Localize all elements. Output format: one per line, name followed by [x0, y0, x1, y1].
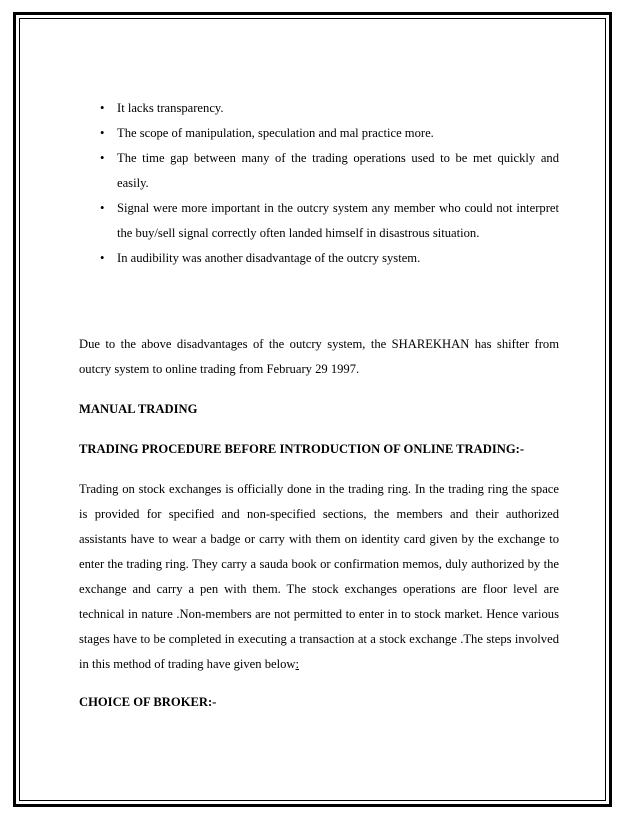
list-item [79, 121, 559, 146]
list-item [79, 96, 559, 121]
bullet-icon: • [100, 126, 105, 140]
bullet-icon: • [100, 151, 105, 165]
list-item-text: It lacks transparency. [117, 101, 224, 115]
document-body [79, 96, 559, 715]
bullet-icon: • [100, 251, 105, 265]
paragraph-trading-ring-colon: : [295, 657, 299, 671]
paragraph-trading-ring-text: Trading on stock exchanges is officially done in the trading ring. In the trading ring the space is provided for specified and non-specified sections, the members and their authorized assistants have to wear a badge or carry with them on identity card given by the exchange to enter the trading ring. They carry a sauda book or confirmation memos, duly authorized by the exchange and carry a pen with them. The stock exchanges operations are floor level are technical in nature .Non-members are not permitted to enter in to stock market. Hence various stages have to be completed in executing a transaction at a stock exchange .The steps involved in this method of trading have given below [79, 482, 559, 671]
heading-manual-trading: MANUAL TRADING [79, 402, 198, 416]
list-item-text: In audibility was another disadvantage of the outcry system. [117, 251, 421, 265]
heading-choice-of-broker: CHOICE OF BROKER:- [79, 695, 217, 709]
bullet-icon: • [100, 201, 105, 215]
list-item-text: The time gap between many of the trading operations used to be met quickly and easily. [117, 151, 559, 190]
bullet-icon: • [100, 101, 105, 115]
heading-trading-procedure: TRADING PROCEDURE BEFORE INTRODUCTION OF ONLINE TRADING:- [79, 442, 525, 456]
disadvantages-list [79, 96, 559, 271]
list-item [79, 146, 559, 196]
paragraph-trading-ring [79, 477, 559, 677]
list-item-text: The scope of manipulation, speculation and mal practice more. [117, 126, 434, 140]
list-item [79, 246, 559, 271]
list-item [79, 196, 559, 246]
list-item-text: Signal were more important in the outcry system any member who could not interpret the buy/sell signal correctly often landed himself in disastrous situation. [117, 201, 559, 240]
paragraph-outcry-shift: Due to the above disadvantages of the outcry system, the SHAREKHAN has shifter from outcry system to online trading from February 29 1997. [79, 337, 559, 376]
